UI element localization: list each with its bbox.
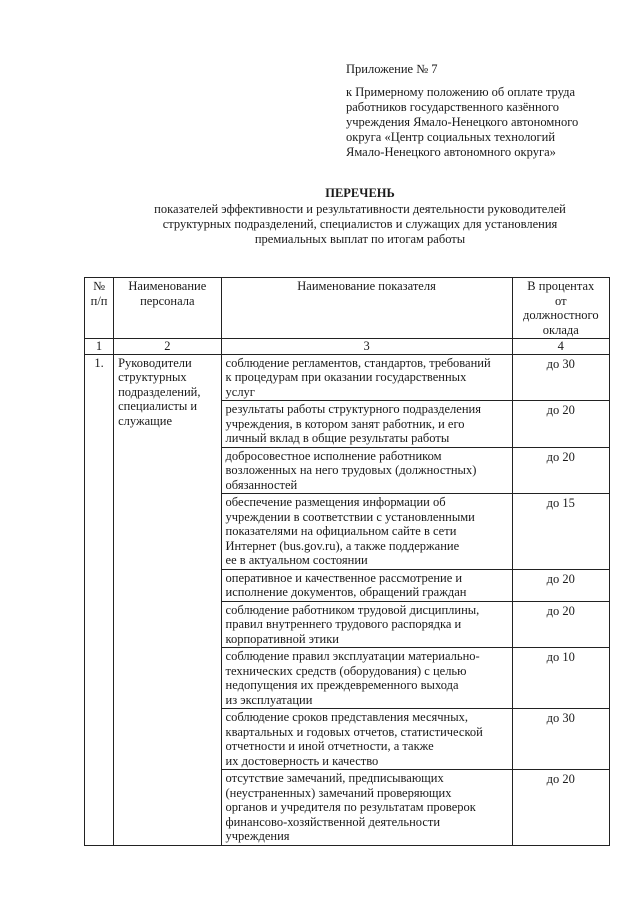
- indicator-line: недопущения их преждевременного выхода: [225, 678, 459, 692]
- indicator-line: квартальных и годовых отчетов, статистической: [225, 724, 483, 739]
- document-subtitle-line: структурных подразделений, специалистов и служащих для установления: [162, 217, 558, 231]
- indicator-line: правил внутреннего трудового распорядка и: [225, 617, 462, 631]
- appendix-reference-line: учреждения Ямало-Ненецкого автономного: [346, 115, 579, 129]
- indicator-cell: [221, 770, 512, 846]
- percent-cell: до 10: [512, 648, 609, 709]
- header-personnel-line: Наименование: [128, 279, 207, 293]
- document-heading: [80, 186, 640, 247]
- header-percent-line: В процентах: [527, 279, 595, 293]
- indicators-table: [84, 277, 610, 846]
- personnel-line: подразделений,: [118, 384, 201, 399]
- indicator-line: соблюдение правил эксплуатации материально-: [225, 649, 480, 663]
- column-number: 3: [221, 339, 512, 355]
- column-number: 4: [512, 339, 609, 355]
- indicator-cell: [221, 569, 512, 601]
- indicator-line: учреждения: [225, 829, 290, 843]
- appendix-reference: [346, 85, 614, 160]
- indicator-cell: [221, 601, 512, 648]
- personnel-line: специалисты и: [118, 399, 198, 413]
- indicator-line: корпоративной этики: [225, 631, 339, 646]
- table-body: [85, 354, 610, 845]
- indicator-line: отчетности и иной отчетности, а также: [225, 739, 434, 753]
- personnel-cell: [114, 354, 221, 845]
- indicator-line: услуг: [225, 384, 255, 399]
- indicator-cell: [221, 709, 512, 770]
- indicator-line: исполнение документов, обращений граждан: [225, 585, 467, 599]
- percent-cell: до 15: [512, 494, 609, 570]
- table-row: [85, 354, 610, 401]
- appendix-reference-line: работников государственного казённого: [346, 100, 560, 114]
- indicator-line: соблюдение работником трудовой дисциплины,: [225, 602, 480, 617]
- indicator-line: ее в актуальном состоянии: [225, 553, 368, 567]
- appendix-reference-line: Ямало-Ненецкого автономного округа»: [346, 145, 556, 159]
- document-subtitle-line: премиальных выплат по итогам работы: [254, 232, 466, 246]
- percent-cell: до 30: [512, 709, 609, 770]
- indicator-line: обеспечение размещения информации об: [225, 495, 446, 509]
- header-number-line: п/п: [90, 293, 108, 308]
- header-number: [85, 278, 114, 339]
- column-number-row: [85, 339, 610, 355]
- indicator-line: соблюдение регламентов, стандартов, требований: [225, 355, 491, 370]
- indicator-line: органов и учредителя по результатам проверок: [225, 800, 476, 814]
- percent-cell: до 20: [512, 569, 609, 601]
- percent-cell: до 20: [512, 401, 609, 448]
- percent-cell: до 30: [512, 354, 609, 401]
- indicator-cell: [221, 447, 512, 494]
- table-header-row: [85, 278, 610, 339]
- appendix-reference-line: к Примерному положению об оплате труда: [346, 85, 576, 99]
- row-number: 1.: [85, 354, 114, 845]
- header-percent-line: оклада: [542, 322, 579, 337]
- header-indicator-line: Наименование показателя: [297, 279, 436, 293]
- indicator-line: личный вклад в общие результаты работы: [225, 431, 450, 445]
- percent-cell: до 20: [512, 601, 609, 648]
- indicator-cell: [221, 354, 512, 401]
- indicator-line: результаты работы структурного подразделения: [225, 402, 481, 416]
- header-percent: [512, 278, 609, 339]
- appendix-block: [346, 62, 614, 160]
- percent-cell: до 20: [512, 770, 609, 846]
- indicator-line: технических средств (оборудования) с целью: [225, 663, 467, 678]
- header-indicator: [221, 278, 512, 339]
- indicator-line: соблюдение сроков представления месячных,: [225, 710, 469, 724]
- indicator-line: учреждении в соответствии с установленными: [225, 509, 475, 524]
- indicator-line: показателями на официальном сайте в сети: [225, 524, 457, 538]
- indicator-line: из эксплуатации: [225, 692, 313, 707]
- indicator-cell: [221, 494, 512, 570]
- indicator-line: добросовестное исполнение работником: [225, 448, 442, 463]
- column-number: 1: [85, 339, 114, 355]
- header-personnel-line: персонала: [140, 293, 195, 308]
- indicator-line: учреждения, в котором занят работник, и его: [225, 416, 465, 431]
- header-percent-line: от должностного: [523, 293, 599, 322]
- indicator-line: финансово-хозяйственной деятельности: [225, 814, 441, 829]
- personnel-line: Руководители: [118, 355, 192, 370]
- indicator-line: обязанностей: [225, 477, 298, 492]
- document-subtitle-line: показателей эффективности и результативности деятельности руководителей: [154, 202, 566, 216]
- indicator-line: (неустраненных) замечаний проверяющих: [225, 785, 452, 800]
- indicator-line: Интернет (bus.gov.ru), а также поддержание: [225, 538, 460, 553]
- indicator-cell: [221, 401, 512, 448]
- column-number: 2: [114, 339, 221, 355]
- indicator-line: возложенных на него трудовых (должностных): [225, 463, 477, 477]
- personnel-line: структурных: [118, 370, 187, 384]
- appendix-number: Приложение № 7: [346, 62, 438, 76]
- appendix-reference-line: округа «Центр социальных технологий: [346, 130, 556, 144]
- indicator-line: отсутствие замечаний, предписывающих: [225, 771, 444, 785]
- document-title: ПЕРЕЧЕНЬ: [325, 186, 395, 200]
- percent-cell: до 20: [512, 447, 609, 494]
- indicator-line: их достоверность и качество: [225, 753, 379, 768]
- indicator-line: к процедурам при оказании государственных: [225, 370, 467, 384]
- header-number-line: №: [93, 279, 106, 293]
- personnel-line: служащие: [118, 413, 173, 428]
- indicator-line: оперативное и качественное рассмотрение и: [225, 570, 463, 585]
- indicator-cell: [221, 648, 512, 709]
- header-personnel: [114, 278, 221, 339]
